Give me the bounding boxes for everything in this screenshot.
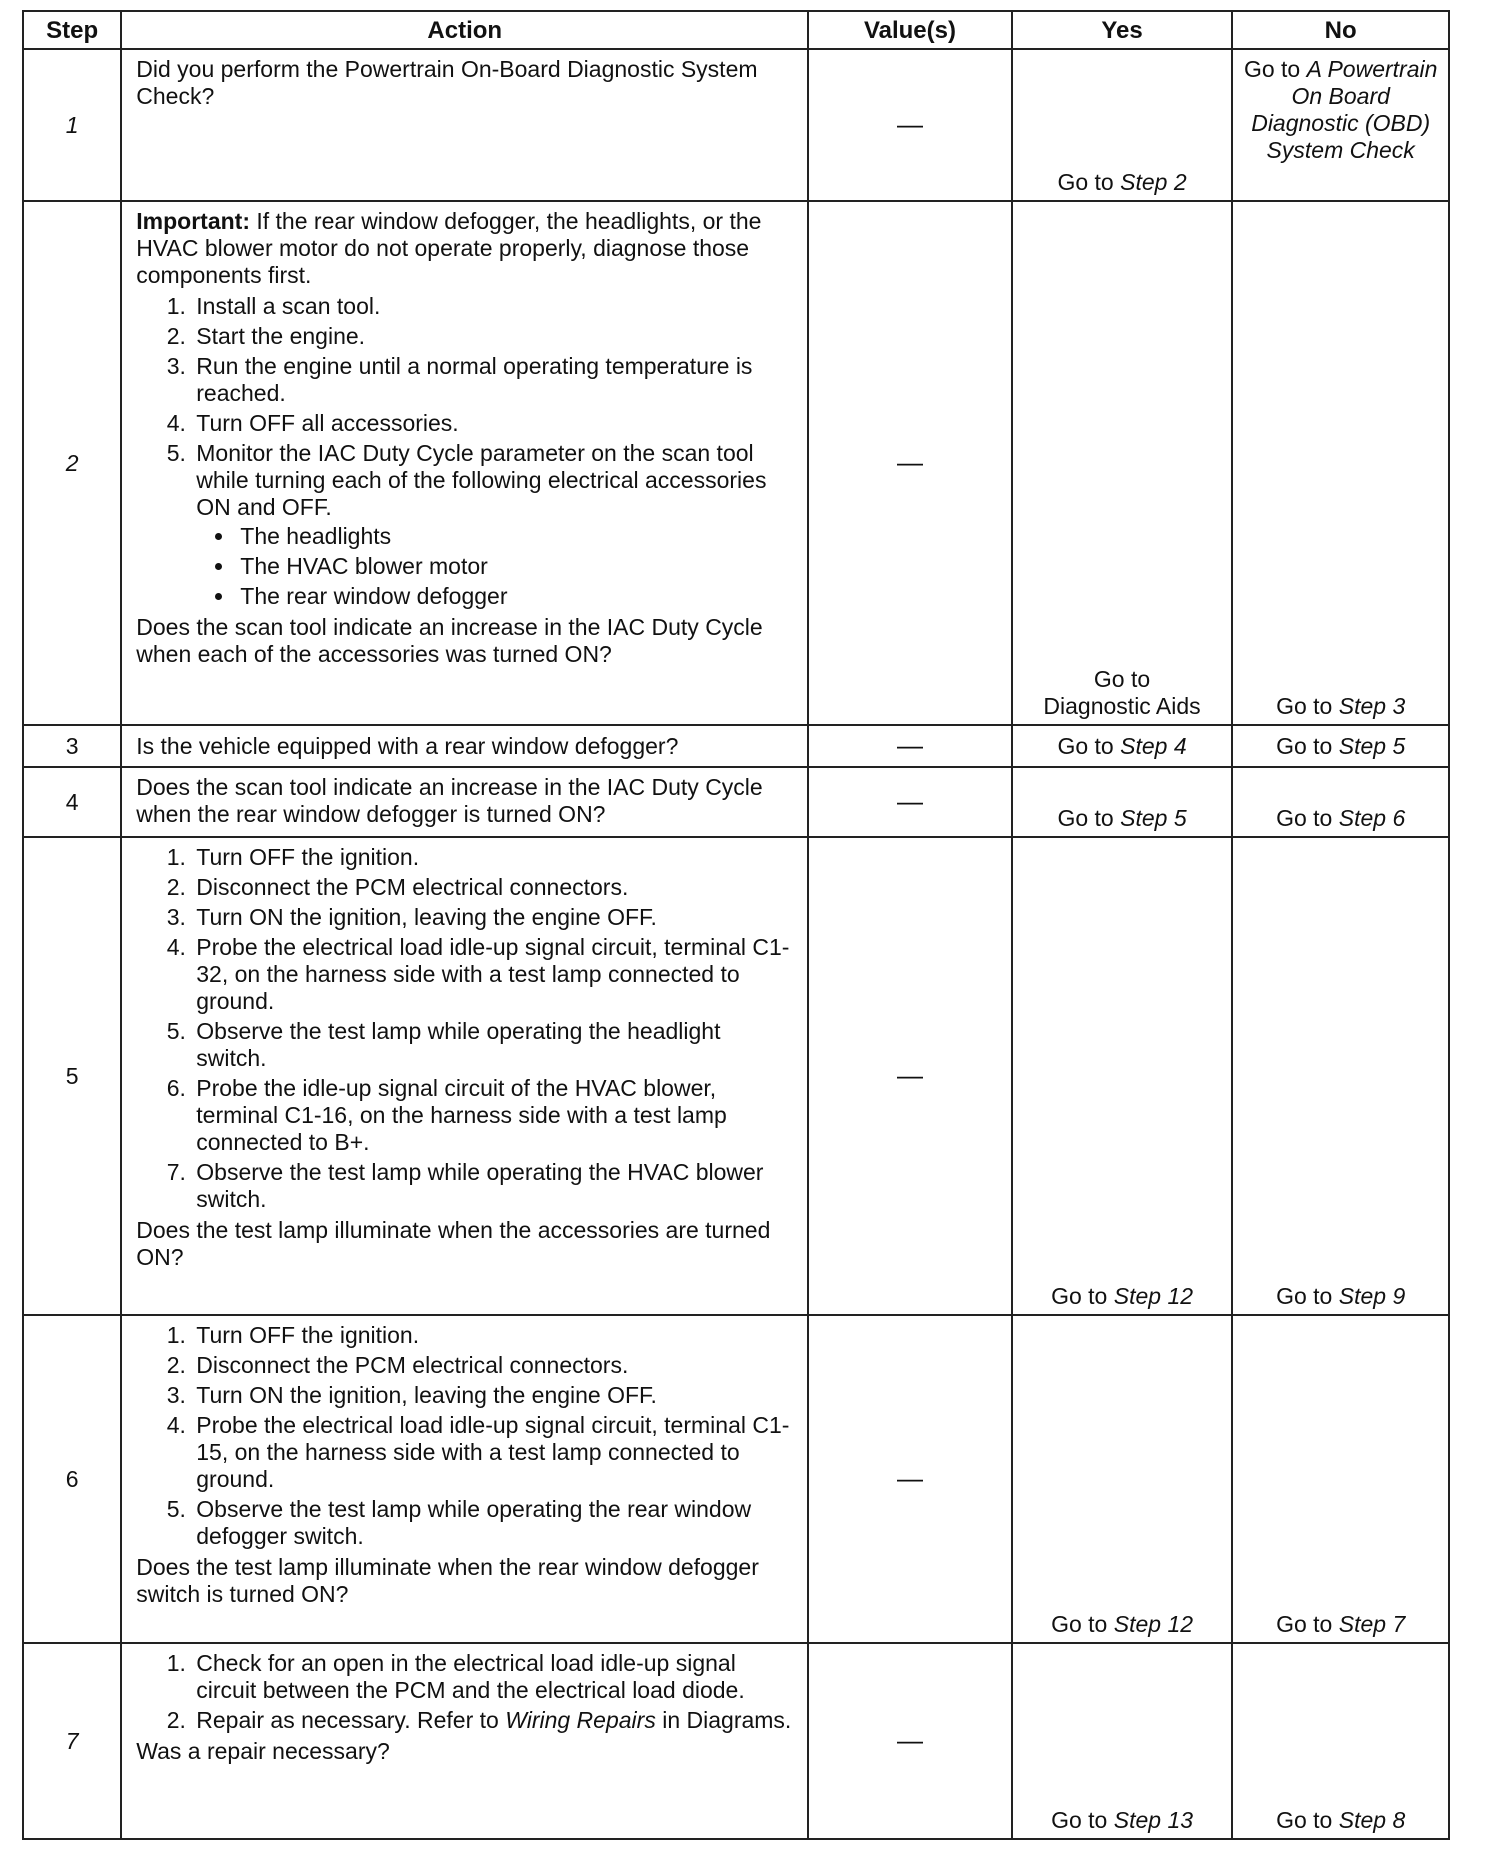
action-question: Does the scan tool indicate an increase in the IAC Duty Cycle when each of the accessories was turned ON? xyxy=(136,614,763,667)
goto-target: Diagnostic Aids xyxy=(1043,693,1201,719)
yes-cell xyxy=(1012,1315,1233,1643)
goto-prefix: Go to xyxy=(1276,1807,1333,1833)
table-row xyxy=(23,1643,1449,1839)
action-question: Is the vehicle equipped with a rear window defogger? xyxy=(136,732,679,759)
value-cell xyxy=(808,201,1012,725)
procedure-step: 3. Run the engine until a normal operating temperature is reached. xyxy=(192,353,793,407)
action-question: Does the scan tool indicate an increase in the IAC Duty Cycle when the rear window defogger is turned ON? xyxy=(136,774,763,827)
procedure-step: 2. Disconnect the PCM electrical connectors. xyxy=(192,874,793,901)
goto-target: Step 8 xyxy=(1338,1807,1406,1833)
action-cell xyxy=(121,725,808,767)
goto-prefix: Go to xyxy=(1057,732,1114,759)
yes-cell xyxy=(1012,49,1233,201)
procedure-step xyxy=(192,1707,793,1734)
procedure-step-text: Repair as necessary. Refer to xyxy=(196,1707,499,1733)
table-row xyxy=(23,725,1449,767)
step-number: 2 xyxy=(23,201,121,725)
procedure-step: 3. Turn ON the ignition, leaving the engine OFF. xyxy=(192,904,793,931)
goto-target: Step 6 xyxy=(1338,805,1406,831)
goto-target: Step 5 xyxy=(1338,732,1406,759)
yes-link[interactable] xyxy=(1013,169,1232,200)
value-text: — xyxy=(896,1463,923,1493)
no-link[interactable] xyxy=(1233,733,1448,760)
header-row xyxy=(23,11,1449,49)
procedure-list xyxy=(136,844,793,1213)
step-number: 6 xyxy=(23,1315,121,1643)
action-cell xyxy=(121,201,808,725)
procedure-step: 4. Probe the electrical load idle-up signal circuit, terminal C1-32, on the harness side with a test lamp connected to ground. xyxy=(192,934,793,1015)
value-cell xyxy=(808,1315,1012,1643)
value-cell xyxy=(808,725,1012,767)
procedure-step-text: in Diagrams. xyxy=(662,1707,792,1733)
goto-prefix: Go to xyxy=(1243,56,1301,82)
step-number: 3 xyxy=(23,725,121,767)
action-cell xyxy=(121,1315,808,1643)
goto-target: Step 9 xyxy=(1338,1283,1406,1309)
step-number: 4 xyxy=(23,767,121,837)
no-cell xyxy=(1232,49,1449,201)
header-action: Action xyxy=(121,11,808,49)
goto-target: Step 5 xyxy=(1120,805,1187,831)
step-number: 7 xyxy=(23,1643,121,1839)
bullet-item: • The HVAC blower motor xyxy=(236,553,793,580)
no-link[interactable] xyxy=(1233,693,1448,724)
table-row xyxy=(23,767,1449,837)
yes-link[interactable] xyxy=(1013,1807,1232,1838)
action-question: Does the test lamp illuminate when the accessories are turned ON? xyxy=(136,1217,771,1270)
important-text: If the rear window defogger, the headlights, or the HVAC blower motor do not operate properly, diagnose those components first. xyxy=(136,208,762,288)
action-cell xyxy=(121,767,808,837)
header-yes: Yes xyxy=(1012,11,1233,49)
value-text: — xyxy=(896,1060,923,1090)
table-row xyxy=(23,837,1449,1315)
no-link[interactable] xyxy=(1233,50,1448,168)
value-cell xyxy=(808,1643,1012,1839)
important-label: Important: xyxy=(136,208,250,234)
no-cell xyxy=(1232,1315,1449,1643)
goto-prefix: Go to xyxy=(1051,1807,1108,1833)
step-number: 1 xyxy=(23,49,121,201)
action-cell xyxy=(121,837,808,1315)
header-step: Step xyxy=(23,11,121,49)
goto-prefix: Go to xyxy=(1093,666,1151,692)
action-cell xyxy=(121,1643,808,1839)
goto-target: Step 12 xyxy=(1113,1611,1194,1637)
goto-prefix: Go to xyxy=(1276,1283,1333,1309)
step-number: 5 xyxy=(23,837,121,1315)
bullet-item: • The headlights xyxy=(236,523,793,550)
bullet-list xyxy=(196,523,793,610)
yes-link[interactable] xyxy=(1013,733,1232,760)
goto-prefix: Go to xyxy=(1051,1283,1108,1309)
value-cell xyxy=(808,49,1012,201)
no-link[interactable] xyxy=(1233,1807,1448,1838)
procedure-step: 2. Start the engine. xyxy=(192,323,793,350)
yes-link[interactable] xyxy=(1013,1611,1232,1642)
yes-link[interactable] xyxy=(1013,805,1232,836)
yes-cell xyxy=(1012,725,1233,767)
goto-prefix: Go to xyxy=(1276,805,1333,831)
procedure-step: 1. Install a scan tool. xyxy=(192,293,793,320)
no-link[interactable] xyxy=(1233,805,1448,836)
goto-prefix: Go to xyxy=(1051,1611,1108,1637)
goto-target: Step 2 xyxy=(1120,169,1187,195)
procedure-step: 4. Turn OFF all accessories. xyxy=(192,410,793,437)
value-text: — xyxy=(896,447,923,477)
goto-target: Step 7 xyxy=(1338,1611,1406,1637)
table-row xyxy=(23,49,1449,201)
goto-target: Step 12 xyxy=(1113,1283,1194,1309)
procedure-step xyxy=(192,440,793,610)
wiring-repairs-reference[interactable]: Wiring Repairs xyxy=(505,1707,656,1733)
procedure-list xyxy=(136,1650,793,1734)
procedure-step: 1. Turn OFF the ignition. xyxy=(192,1322,793,1349)
goto-target: Step 13 xyxy=(1113,1807,1194,1833)
goto-target: Step 3 xyxy=(1338,693,1406,719)
diagnostic-table xyxy=(22,10,1450,1840)
goto-prefix: Go to xyxy=(1276,693,1333,719)
no-cell xyxy=(1232,837,1449,1315)
important-note xyxy=(136,208,793,289)
no-cell xyxy=(1232,767,1449,837)
procedure-step: 6. Probe the idle-up signal circuit of the HVAC blower, terminal C1-16, on the harness side with a test lamp connected to B+. xyxy=(192,1075,793,1156)
procedure-step: 2. Disconnect the PCM electrical connectors. xyxy=(192,1352,793,1379)
goto-prefix: Go to xyxy=(1057,169,1114,195)
action-question: Was a repair necessary? xyxy=(136,1738,390,1764)
value-text: — xyxy=(896,786,923,816)
procedure-list xyxy=(136,293,793,610)
no-cell xyxy=(1232,725,1449,767)
no-link[interactable] xyxy=(1233,1283,1448,1314)
yes-link[interactable] xyxy=(1013,666,1232,724)
procedure-step: 4. Probe the electrical load idle-up signal circuit, terminal C1-15, on the harness side with a test lamp connected to ground. xyxy=(192,1412,793,1493)
yes-cell xyxy=(1012,1643,1233,1839)
no-cell xyxy=(1232,201,1449,725)
procedure-step: 1. Turn OFF the ignition. xyxy=(192,844,793,871)
yes-cell xyxy=(1012,837,1233,1315)
procedure-list xyxy=(136,1322,793,1550)
value-text: — xyxy=(896,730,923,760)
table-row xyxy=(23,1315,1449,1643)
action-question: Did you perform the Powertrain On-Board Diagnostic System Check? xyxy=(136,56,758,109)
procedure-step: 5. Observe the test lamp while operating the headlight switch. xyxy=(192,1018,793,1072)
procedure-step: 3. Turn ON the ignition, leaving the engine OFF. xyxy=(192,1382,793,1409)
table-row xyxy=(23,201,1449,725)
yes-cell xyxy=(1012,201,1233,725)
bullet-item: • The rear window defogger xyxy=(236,583,793,610)
value-cell xyxy=(808,767,1012,837)
yes-link[interactable] xyxy=(1013,1283,1232,1314)
action-question: Does the test lamp illuminate when the rear window defogger switch is turned ON? xyxy=(136,1554,759,1607)
no-link[interactable] xyxy=(1233,1611,1448,1642)
procedure-step-text: Monitor the IAC Duty Cycle parameter on the scan tool while turning each of the following electrical accessories ON and OFF. xyxy=(196,440,767,520)
procedure-step: 1. Check for an open in the electrical load idle-up signal circuit between the PCM and the electrical load diode. xyxy=(192,1650,793,1704)
value-text: — xyxy=(896,1725,923,1755)
goto-target: A Powertrain On Board Diagnostic (OBD) System Check xyxy=(1251,56,1438,163)
no-cell xyxy=(1232,1643,1449,1839)
procedure-step: 5. Observe the test lamp while operating the rear window defogger switch. xyxy=(192,1496,793,1550)
goto-prefix: Go to xyxy=(1276,732,1333,759)
procedure-step: 7. Observe the test lamp while operating the HVAC blower switch. xyxy=(192,1159,793,1213)
value-cell xyxy=(808,837,1012,1315)
goto-prefix: Go to xyxy=(1276,1611,1333,1637)
goto-prefix: Go to xyxy=(1057,805,1114,831)
yes-cell xyxy=(1012,767,1233,837)
value-text: — xyxy=(896,109,923,139)
action-cell xyxy=(121,49,808,201)
goto-target: Step 4 xyxy=(1120,732,1187,759)
header-values: Value(s) xyxy=(808,11,1012,49)
header-no: No xyxy=(1232,11,1449,49)
